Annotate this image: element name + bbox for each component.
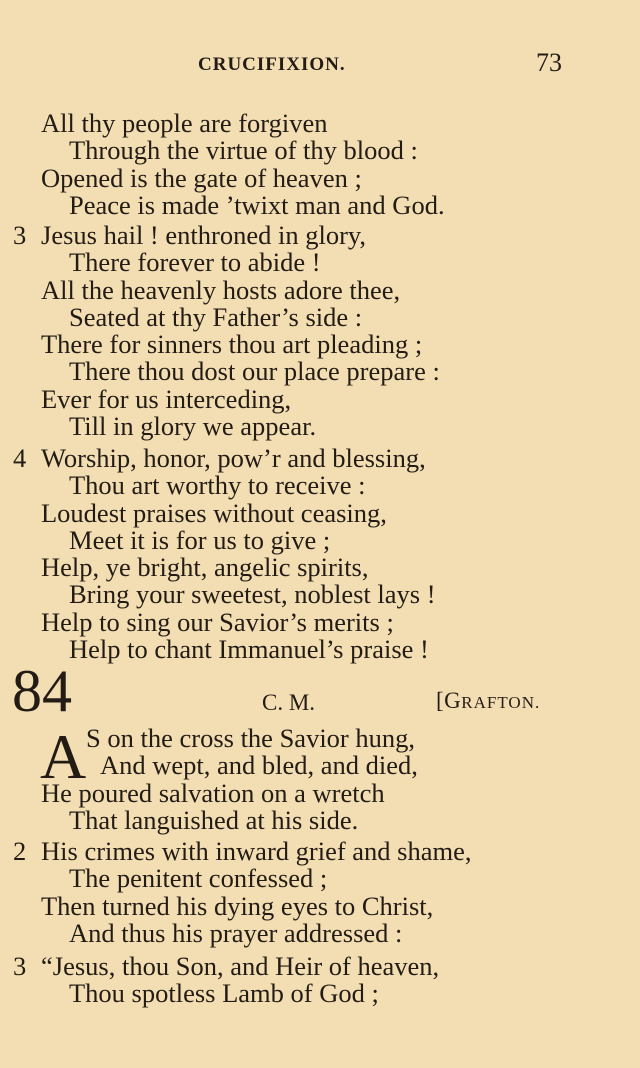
verse-number: 4 (13, 443, 27, 473)
verse-line: That languished at his side. (69, 804, 359, 835)
page-number: 73 (536, 48, 562, 77)
verse-line (0, 953, 640, 980)
verse-line: Then turned his dying eyes to Christ, (41, 890, 434, 921)
verse-line: Ever for us interceding, (41, 383, 292, 414)
verse-line (0, 222, 640, 249)
verse-line: Peace is made ’twixt man and God. (69, 189, 445, 220)
verse-line-text: “Jesus, thou Son, and Heir of heaven, (41, 951, 440, 981)
hymn-header (0, 658, 640, 724)
verse-line (0, 838, 640, 865)
verse-line: There forever to abide ! (69, 247, 321, 278)
verse-line: Through the virtue of thy blood : (69, 135, 418, 166)
verse-line: Help to sing our Savior’s merits ; (41, 606, 394, 637)
verse-line: Thou spotless Lamb of God ; (69, 978, 379, 1009)
verse-line: There for sinners thou art pleading ; (41, 329, 423, 360)
verse-line: S on the cross the Savior hung, (86, 723, 416, 753)
hymn84-verse-1 (0, 721, 640, 835)
verse-line: He poured salvation on a wretch (41, 777, 385, 808)
verse-line-text: Jesus hail ! enthroned in glory, (41, 220, 367, 250)
running-header-title: CRUCIFIXION. (198, 54, 346, 75)
verse-number: 3 (13, 220, 27, 250)
verse-3 (0, 222, 640, 440)
verse-line: And wept, and bled, and died, (100, 750, 418, 781)
hymn-number: 84 (12, 658, 72, 724)
tune-initial: [G (436, 688, 462, 713)
verse-line: Help to chant Immanuel’s praise ! (69, 634, 429, 665)
verse-4 (0, 445, 640, 663)
verse-number: 3 (13, 951, 27, 981)
verse-line: Bring your sweetest, noblest lays ! (69, 579, 436, 610)
verse-line: All the heavenly hosts adore thee, (41, 274, 401, 305)
verse-line-text: Worship, honor, pow’r and blessing, (41, 443, 426, 473)
drop-cap: A (40, 721, 87, 792)
verse-line: And thus his prayer addressed : (69, 917, 403, 948)
verse-line: Seated at thy Father’s side : (69, 301, 363, 332)
verse-line: Help, ye bright, angelic spirits, (41, 552, 369, 583)
verse-line: Meet it is for us to give ; (69, 524, 331, 555)
verse-line: Opened is the gate of heaven ; (41, 162, 362, 193)
hymn-meter: C. M. (262, 690, 316, 715)
verse-line: There thou dost our place prepare : (69, 356, 440, 387)
hymn84-verse-2 (0, 838, 640, 947)
verse-line-text: His crimes with inward grief and shame, (41, 836, 472, 866)
verse-line: All thy people are forgiven (41, 108, 328, 138)
verse-line: Till in glory we appear. (69, 411, 317, 442)
verse-line: The penitent confessed ; (69, 863, 328, 894)
verse-continuation (0, 110, 640, 219)
verse-line: Loudest praises without ceasing, (41, 497, 387, 528)
tune-name (436, 688, 540, 714)
verse-line: Thou art worthy to receive : (69, 470, 366, 501)
verse-line (0, 445, 640, 472)
tune-rest: RAFTON. (461, 693, 541, 712)
verse-number: 2 (13, 836, 27, 866)
hymn84-verse-3 (0, 953, 640, 1008)
